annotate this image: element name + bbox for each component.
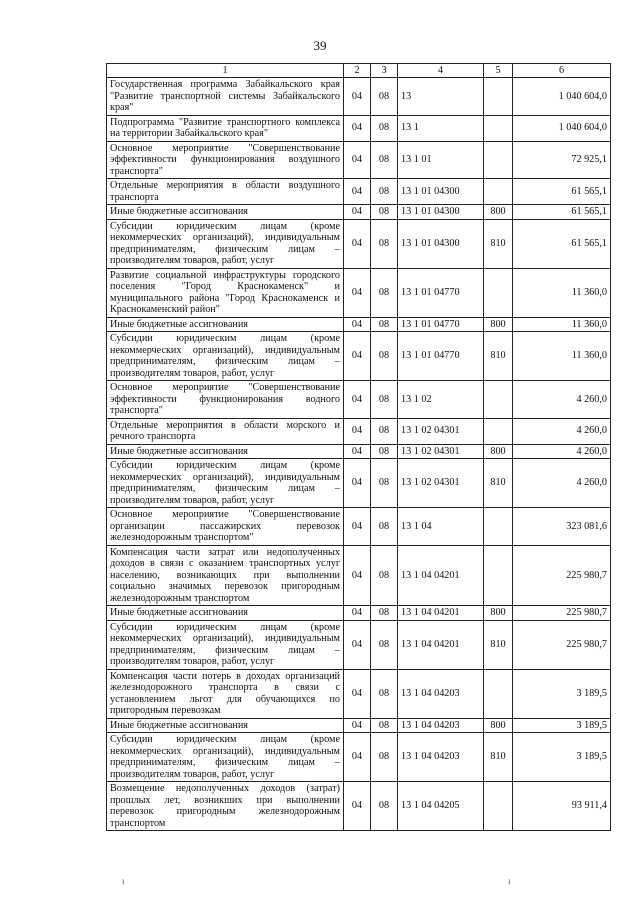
- page-number: 39: [313, 38, 327, 53]
- table-row: [107, 418, 611, 444]
- header-cell-name: 1: [107, 64, 344, 78]
- row-subsection-cell: 08: [371, 782, 398, 831]
- row-target-article-cell: 13 1 01 04770: [398, 317, 484, 332]
- row-amount-cell: 1 040 604,0: [513, 115, 611, 141]
- row-target-article-cell: 13 1 02 04301: [398, 459, 484, 508]
- header-cell-expense-type: 5: [484, 64, 513, 78]
- row-name-cell: Компенсация части потерь в доходах организаций железнодорожного транспорта в связи с установлением льгот для обучающихся по пригородным перевозкам: [107, 669, 344, 718]
- row-section-cell: 04: [344, 381, 371, 419]
- row-amount-cell: 61 565,1: [513, 219, 611, 268]
- row-target-article-cell: 13 1 04 04205: [398, 782, 484, 831]
- row-subsection-cell: 08: [371, 606, 398, 621]
- row-expense-type-cell: [484, 268, 513, 317]
- row-amount-cell: 72 925,1: [513, 141, 611, 179]
- row-expense-type-cell: 810: [484, 733, 513, 782]
- table-row: [107, 141, 611, 179]
- row-target-article-cell: 13 1 04 04203: [398, 669, 484, 718]
- row-amount-cell: 93 911,4: [513, 782, 611, 831]
- row-amount-cell: 4 260,0: [513, 381, 611, 419]
- row-target-article-cell: 13 1 04 04201: [398, 545, 484, 606]
- row-expense-type-cell: 800: [484, 444, 513, 459]
- row-target-article-cell: 13 1 01 04300: [398, 219, 484, 268]
- row-amount-cell: 61 565,1: [513, 205, 611, 220]
- row-expense-type-cell: 810: [484, 620, 513, 669]
- row-expense-type-cell: 800: [484, 718, 513, 733]
- table-row: [107, 718, 611, 733]
- row-subsection-cell: 08: [371, 669, 398, 718]
- row-section-cell: 04: [344, 508, 371, 546]
- row-subsection-cell: 08: [371, 219, 398, 268]
- row-subsection-cell: 08: [371, 179, 398, 205]
- row-amount-cell: 3 189,5: [513, 733, 611, 782]
- row-subsection-cell: 08: [371, 733, 398, 782]
- row-expense-type-cell: 810: [484, 219, 513, 268]
- row-subsection-cell: 08: [371, 205, 398, 220]
- row-expense-type-cell: 800: [484, 205, 513, 220]
- row-section-cell: 04: [344, 317, 371, 332]
- header-cell-section: 2: [344, 64, 371, 78]
- row-target-article-cell: 13 1 01 04770: [398, 268, 484, 317]
- row-name-cell: Основное мероприятие "Совершенствование эффективности функционирования воздушного транспорта": [107, 141, 344, 179]
- table-row: [107, 317, 611, 332]
- row-name-cell: Иные бюджетные ассигнования: [107, 317, 344, 332]
- row-name-cell: Субсидии юридическим лицам (кроме некоммерческих организаций), индивидуальным предпринимателям, физическим лицам – производителям товаров, работ, услуг: [107, 219, 344, 268]
- table-row: [107, 332, 611, 381]
- table-row: [107, 219, 611, 268]
- row-section-cell: 04: [344, 332, 371, 381]
- row-amount-cell: 11 360,0: [513, 332, 611, 381]
- row-name-cell: Субсидии юридическим лицам (кроме некоммерческих организаций), индивидуальным предпринимателям, физическим лицам – производителям товаров, работ, услуг: [107, 459, 344, 508]
- table-row: [107, 620, 611, 669]
- row-name-cell: Основное мероприятие "Совершенствование организации пассажирских перевозок железнодорожным транспортом": [107, 508, 344, 546]
- row-section-cell: 04: [344, 620, 371, 669]
- row-subsection-cell: 08: [371, 141, 398, 179]
- row-subsection-cell: 08: [371, 115, 398, 141]
- row-target-article-cell: 13 1 01 04770: [398, 332, 484, 381]
- table-row: [107, 669, 611, 718]
- row-subsection-cell: 08: [371, 508, 398, 546]
- row-section-cell: 04: [344, 78, 371, 116]
- row-amount-cell: 4 260,0: [513, 418, 611, 444]
- scan-mark: ı: [508, 876, 511, 886]
- row-name-cell: Субсидии юридическим лицам (кроме некоммерческих организаций), индивидуальным предпринимателям, физическим лицам – производителям товаров, работ, услуг: [107, 620, 344, 669]
- row-section-cell: 04: [344, 606, 371, 621]
- row-name-cell: Государственная программа Забайкальского края "Развитие транспортной системы Забайкальского края": [107, 78, 344, 116]
- table-row: [107, 268, 611, 317]
- row-subsection-cell: 08: [371, 268, 398, 317]
- row-expense-type-cell: [484, 669, 513, 718]
- row-section-cell: 04: [344, 545, 371, 606]
- row-section-cell: 04: [344, 179, 371, 205]
- row-target-article-cell: 13 1 04 04201: [398, 606, 484, 621]
- row-subsection-cell: 08: [371, 332, 398, 381]
- table-row: [107, 545, 611, 606]
- row-expense-type-cell: [484, 418, 513, 444]
- row-section-cell: 04: [344, 444, 371, 459]
- row-section-cell: 04: [344, 782, 371, 831]
- table-row: [107, 782, 611, 831]
- row-expense-type-cell: 800: [484, 606, 513, 621]
- table-row: [107, 115, 611, 141]
- row-target-article-cell: 13 1 01 04300: [398, 179, 484, 205]
- row-expense-type-cell: [484, 545, 513, 606]
- row-expense-type-cell: [484, 381, 513, 419]
- table-body: [107, 78, 611, 831]
- table-row: [107, 733, 611, 782]
- row-name-cell: Иные бюджетные ассигнования: [107, 444, 344, 459]
- row-target-article-cell: 13 1 01 04300: [398, 205, 484, 220]
- row-section-cell: 04: [344, 669, 371, 718]
- row-target-article-cell: 13 1: [398, 115, 484, 141]
- row-expense-type-cell: 810: [484, 459, 513, 508]
- table-row: [107, 381, 611, 419]
- row-name-cell: Иные бюджетные ассигнования: [107, 718, 344, 733]
- row-name-cell: Подпрограмма "Развитие транспортного комплекса на территории Забайкальского края": [107, 115, 344, 141]
- row-target-article-cell: 13 1 02 04301: [398, 444, 484, 459]
- row-expense-type-cell: [484, 115, 513, 141]
- header-cell-subsection: 3: [371, 64, 398, 78]
- row-expense-type-cell: 810: [484, 332, 513, 381]
- row-target-article-cell: 13 1 01: [398, 141, 484, 179]
- row-target-article-cell: 13 1 04: [398, 508, 484, 546]
- row-subsection-cell: 08: [371, 381, 398, 419]
- budget-table: [106, 63, 611, 831]
- row-name-cell: Отдельные мероприятия в области воздушного транспорта: [107, 179, 344, 205]
- row-name-cell: Иные бюджетные ассигнования: [107, 606, 344, 621]
- row-amount-cell: 225 980,7: [513, 606, 611, 621]
- row-name-cell: Субсидии юридическим лицам (кроме некоммерческих организаций), индивидуальным предпринимателям, физическим лицам – производителям товаров, работ, услуг: [107, 733, 344, 782]
- table-header-row: [107, 64, 611, 78]
- row-name-cell: Компенсация части затрат или недополученных доходов в связи с оказанием транспортных услуг населению, возникающих при выполнении социально значимых перевозок пригородным железнодорожным транспортом: [107, 545, 344, 606]
- table-row: [107, 508, 611, 546]
- row-target-article-cell: 13 1 04 04203: [398, 733, 484, 782]
- row-amount-cell: 4 260,0: [513, 444, 611, 459]
- row-section-cell: 04: [344, 141, 371, 179]
- row-name-cell: Развитие социальной инфраструктуры городского поселения "Город Краснокаменск" и муниципального района "Город Краснокаменск и Краснокаменский район": [107, 268, 344, 317]
- header-cell-amount: 6: [513, 64, 611, 78]
- row-amount-cell: 11 360,0: [513, 268, 611, 317]
- row-section-cell: 04: [344, 115, 371, 141]
- row-amount-cell: 11 360,0: [513, 317, 611, 332]
- table-row: [107, 78, 611, 116]
- row-amount-cell: 3 189,5: [513, 669, 611, 718]
- row-name-cell: Возмещение недополученных доходов (затрат) прошлых лет, возникших при выполнении перевозок пригородным железнодорожным транспортом: [107, 782, 344, 831]
- scan-mark: ı: [122, 876, 125, 886]
- row-section-cell: 04: [344, 718, 371, 733]
- row-amount-cell: 4 260,0: [513, 459, 611, 508]
- row-section-cell: 04: [344, 733, 371, 782]
- table-row: [107, 179, 611, 205]
- row-subsection-cell: 08: [371, 620, 398, 669]
- row-subsection-cell: 08: [371, 718, 398, 733]
- row-subsection-cell: 08: [371, 444, 398, 459]
- row-section-cell: 04: [344, 459, 371, 508]
- row-amount-cell: 61 565,1: [513, 179, 611, 205]
- row-expense-type-cell: [484, 782, 513, 831]
- row-name-cell: Иные бюджетные ассигнования: [107, 205, 344, 220]
- table-row: [107, 606, 611, 621]
- row-section-cell: 04: [344, 268, 371, 317]
- table-row: [107, 459, 611, 508]
- row-section-cell: 04: [344, 205, 371, 220]
- row-amount-cell: 225 980,7: [513, 545, 611, 606]
- row-subsection-cell: 08: [371, 545, 398, 606]
- row-section-cell: 04: [344, 418, 371, 444]
- row-name-cell: Отдельные мероприятия в области морского и речного транспорта: [107, 418, 344, 444]
- row-amount-cell: 225 980,7: [513, 620, 611, 669]
- row-target-article-cell: 13: [398, 78, 484, 116]
- row-section-cell: 04: [344, 219, 371, 268]
- row-expense-type-cell: 800: [484, 317, 513, 332]
- row-target-article-cell: 13 1 02 04301: [398, 418, 484, 444]
- row-expense-type-cell: [484, 141, 513, 179]
- row-target-article-cell: 13 1 04 04201: [398, 620, 484, 669]
- table-row: [107, 205, 611, 220]
- row-target-article-cell: 13 1 02: [398, 381, 484, 419]
- row-expense-type-cell: [484, 78, 513, 116]
- row-name-cell: Субсидии юридическим лицам (кроме некоммерческих организаций), индивидуальным предпринимателям, физическим лицам – производителям товаров, работ, услуг: [107, 332, 344, 381]
- row-amount-cell: 323 081,6: [513, 508, 611, 546]
- row-amount-cell: 1 040 604,0: [513, 78, 611, 116]
- table-row: [107, 444, 611, 459]
- row-subsection-cell: 08: [371, 317, 398, 332]
- row-name-cell: Основное мероприятие "Совершенствование эффективности функционирования водного транспорта": [107, 381, 344, 419]
- row-subsection-cell: 08: [371, 418, 398, 444]
- row-subsection-cell: 08: [371, 459, 398, 508]
- row-amount-cell: 3 189,5: [513, 718, 611, 733]
- row-subsection-cell: 08: [371, 78, 398, 116]
- row-expense-type-cell: [484, 508, 513, 546]
- row-expense-type-cell: [484, 179, 513, 205]
- row-target-article-cell: 13 1 04 04203: [398, 718, 484, 733]
- header-cell-target-article: 4: [398, 64, 484, 78]
